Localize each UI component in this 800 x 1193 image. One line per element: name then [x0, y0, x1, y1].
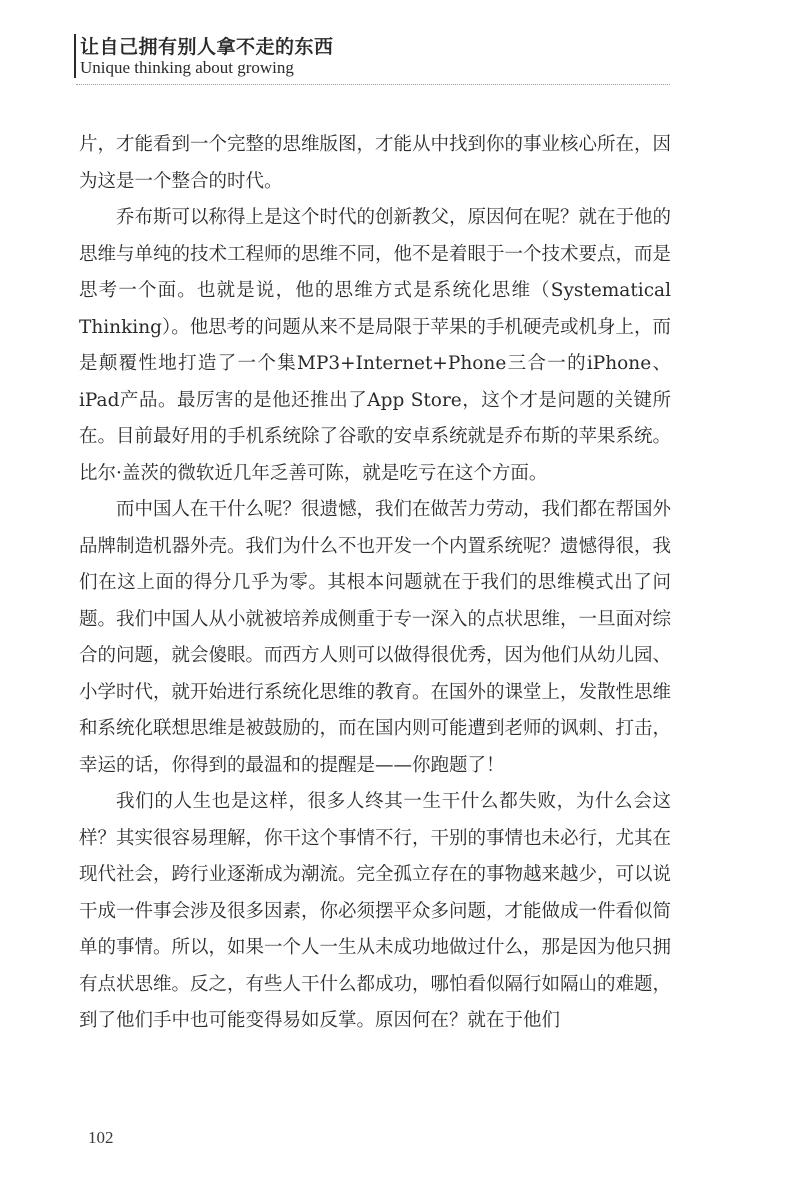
header-subtitle: Unique thinking about growing [80, 58, 294, 77]
body-text [79, 127, 671, 1040]
paragraph: 乔布斯可以称得上是这个时代的创新教父，原因何在呢？就在于他的思维与单纯的技术工程师的思维不同，他不是着眼于一个技术要点，而是思考一个面。也就是说，他的思维方式是系统化思维（Systematical Thinking）。他思考的问题从来不是局限于苹果的手机硬壳或机身上，而是颠覆性地打造了一个集MP3+Internet+Phone三合一的iPhone、iPad产品。最厉害的是他还推出了App Store，这个才是问题的关键所在。目前最好用的手机系统除了谷歌的安卓系统就是乔布斯的苹果系统。比尔·盖茨的微软近几年乏善可陈，就是吃亏在这个方面。 [79, 207, 672, 484]
paragraph-continued: 片，才能看到一个完整的思维版图，才能从中找到你的事业核心所在，因为这是一个整合的时代。 [79, 134, 672, 192]
page-number: 102 [88, 1128, 114, 1147]
paragraph: 我们的人生也是这样，很多人终其一生干什么都失败，为什么会这样？其实很容易理解，你干这个事情不行，干别的事情也未必行，尤其在现代社会，跨行业逐渐成为潮流。完全孤立存在的事物越来越少，可以说干成一件事会涉及很多因素，你必须摆平众多问题，才能做成一件看似简单的事情。所以，如果一个人一生从未成功地做过什么，那是因为他只拥有点状思维。反之，有些人干什么都成功，哪怕看似隔行如隔山的难题，到了他们手中也可能变得易如反掌。原因何在？就在于他们 [79, 791, 672, 1031]
paragraph: 而中国人在干什么呢？很遗憾，我们在做苦力劳动，我们都在帮国外品牌制造机器外壳。我们为什么不也开发一个内置系统呢？遗憾得很，我们在这上面的得分几乎为零。其根本问题就在于我们的思维模式出了问题。我们中国人从小就被培养成侧重于专一深入的点状思维，一旦面对综合的问题，就会傻眼。而西方人则可以做得很优秀，因为他们从幼儿园、小学时代，就开始进行系统化思维的教育。在国外的课堂上，发散性思维和系统化联想思维是被鼓励的，而在国内则可能遭到老师的讽刺、打击，幸运的话，你得到的最温和的提醒是——你跑题了！ [79, 499, 672, 776]
header-title: 让自己拥有别人拿不走的东西 [80, 36, 334, 58]
running-header [60, 28, 670, 86]
header-dotted-rule [76, 84, 670, 85]
header-vertical-rule [74, 34, 76, 78]
